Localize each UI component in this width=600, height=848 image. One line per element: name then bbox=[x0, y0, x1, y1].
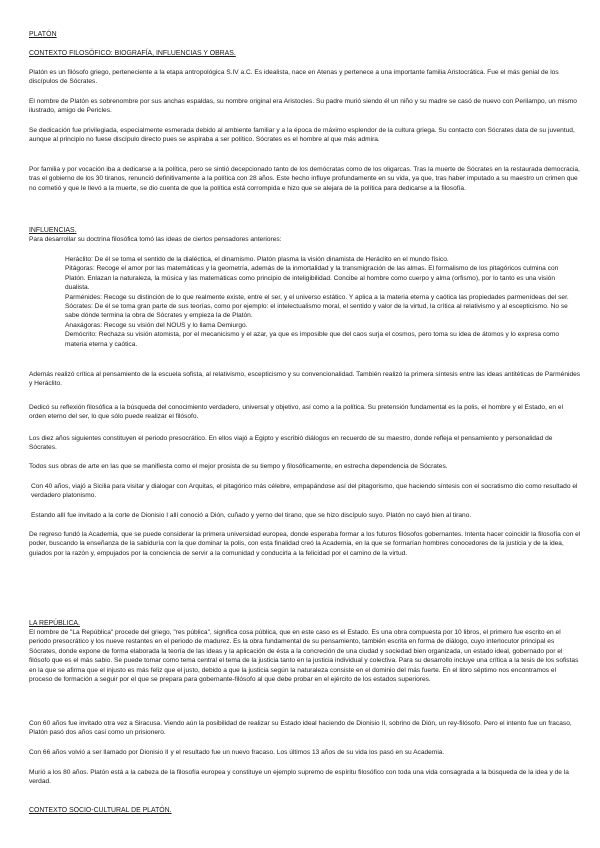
list-item: Demócrito: Rechaza su visión atomista, por el mecanicismo y el azar, ya que es imposible que del caos surja el cosmos, pero toma su idea de átomos y lo expresa como materia eterna y caótica. bbox=[65, 331, 560, 348]
paragraph: Dedicó su reflexión filosófica a la búsqueda del conocimiento verdadero, universal y objetivo, así como a la política. Su pretensión fundamental es la polis, el hombre y el Estado, en el orden eterno del ser, lo que sólo puede realizar el filósofo. bbox=[29, 404, 564, 421]
paragraph: Para desarrollar su doctrina filosófica tomó las ideas de ciertos pensadores anteriores: bbox=[29, 236, 282, 243]
influences-list bbox=[65, 255, 579, 349]
list-item: Heráclito: De él se toma el sentido de la dialéctica, el dinamismo. Platón plasma la visión dinamista de Heráclito en el mundo físico. bbox=[65, 256, 449, 263]
paragraph: Con 60 años fue invitado otra vez a Siracusa. Viendo aún la posibilidad de realizar su Estado ideal haciendo de Dionisio II, sobrino de Dión, un rey-filósofo. Pero el intento fue un fracaso, Platón pasó dos años casi como un prisionero. bbox=[29, 720, 572, 737]
paragraph: Platón es un filósofo griego, perteneciente a la etapa antropológica S.IV a.C. Es idealista, nace en Atenas y pertenece a una importante familia Aristocrática. Fue el más genial de los discípulos de Sócrates. bbox=[29, 69, 559, 86]
paragraph: De regreso fundó la Academia, que se puede considerar la primera universidad europea, donde esperaba formar a los futuros filósofos gobernantes. Intenta hacer coincidir la filosofía con el poder, buscando la enseñanza de la sabiduría con la que dominar la polis, con esta finalidad creó la Academia, en la que se formarían hombres conocedores de la justicia y de la idea, guiados por la razón y, empujados por la conciencia de servir a la comunidad y conducirla a la felicidad por el camino de la virtud. bbox=[29, 531, 581, 557]
list-item: Parménides: Recoge su distinción de lo que realmente existe, entre el ser, y el universo estático. Y aplica a la materia eterna y caótica las propiedades parmenídeas del ser. bbox=[65, 293, 569, 301]
section-heading-la-republica: LA REPÚBLICA. bbox=[29, 620, 80, 627]
paragraph: El nombre de "La República" procede del griego, "res pública", significa cosa pública, que en este caso es el Estado. Es una obra compuesta por 10 libros, el primero fue escrito en el periodo presocrático y los nueve restantes en el periodo de madurez. Es la obra fundamental de su pensamiento, también escrita en forma de diálogo, cuyo interlocutor principal es Sócrates, donde expone de forma elaborada la teoría de las ideas y la aplicación de ésta a la concreción de una ciudad y sociedad bien organizada, un estado ideal, gobernado por el filósofo que es el más sabio. Se puede tomar como tema central el tema de la justicia tanto en la justicia individual y colectiva. Para su desarrollo incluye una crítica a la tesis de los sofistas en la que se afirma que el injusto es más feliz que el justo, debido a que la justicia según la naturaleza consiste en el dominio del más fuerte. En el libro séptimo nos encontramos el proceso de formación a seguir por el que se prepara para gobernante-filósofo al que debe probar en el ejército de los estados superiores. bbox=[29, 629, 579, 684]
paragraph: Se dedicación fue privilegiada, especialmente esmerada debido al ambiente familiar y a la época de máximo esplendor de la cultura griega. Su contacto con Sócrates data de su juventud, aunque al principio no fuese discípulo directo pues se aspiraba a ser político. Sócrates es el hombre al que más admira. bbox=[29, 127, 575, 144]
list-item: Anaxágoras: Recoge su visión del NOUS y lo llama Demiurgo. bbox=[65, 321, 248, 329]
paragraph: Los diez años siguientes constituyen el periodo presocrático. En ellos viajó a Egipto y escribió diálogos en recuerdo de su maestro, donde refleja el pensamiento y personalidad de Sócrates. bbox=[29, 435, 553, 452]
paragraph: Estando allí fue invitado a la corte de Dionisio I allí conoció a Dión, cuñado y yerno del tirano, que se hizo discípulo suyo. Platón no cayó bien al tirano. bbox=[31, 512, 472, 519]
section-heading-influencias: INFLUENCIAS. bbox=[29, 227, 77, 234]
paragraph: El nombre de Platón es sobrenombre por sus anchas espaldas, su nombre original era Aristocles. Su padre murió siendo él un niño y su madre se casó de nuevo con Perilampo, un mismo ilustrado, amigo de Pericles. bbox=[29, 98, 577, 115]
paragraph: Por familia y por vocación iba a dedicarse a la política, pero se sintió decepcionado tanto de los demócratas como de los oligarcas. Tras la muerte de Sócrates en la restaurada democracia, tras el gobierno de los 30 tiranos, renunció definitivamente a la política con 28 años. Este hecho influye profundamente en su vida, ya que, tras haber imputado a su maestro un crimen que no cometió y que le llevó a la muerte, se dio cuenta de que la política está corrompida e hizo que se alejara de la política para dedicarse a la filosofía. bbox=[29, 166, 580, 192]
list-item: Pitágoras: Recoge el amor por las matemáticas y la geometría, además de la inmortalidad y la transmigración de las almas. El formalismo de los pitagóricos culmina con Platón. Enlazan la naturaleza, la música y las matemáticas como principio de inteligibilidad. Concibe al hombre como cuerpo y alma (orfismo), por lo tanto es una visión dualista. bbox=[65, 265, 559, 292]
list-item: Sócrates: De él se toma gran parte de sus teorías, como por ejemplo: el intelectualismo moral, el sentido y valor de la virtud, la crítica al relativismo y al escepticismo. No se sabe dónde termina la obra de Sócrates y empieza la de Platón. bbox=[65, 303, 568, 320]
paragraph: Todos sus obras de arte en las que se manifiesta como el mejor prosista de su tiempo y filosóficamente, en estrecha dependencia de Sócrates. bbox=[29, 463, 448, 470]
paragraph: Con 66 años volvió a ser llamado por Dionisio II y el resultado fue un nuevo fracaso. Los últimos 13 años de su vida los pasó en su Academia. bbox=[29, 749, 445, 756]
paragraph: Con 40 años, viajó a Sicilia para visitar y dialogar con Arquitas, el pitagórico más célebre, empapándose así del pitagorismo, que haciendo síntesis con el socratismo dio como resultado el verdadero platonismo. bbox=[31, 483, 578, 500]
section-heading-contexto-filosofico: CONTEXTO FILOSÓFICO: BIOGRAFÍA, INFLUENCIAS Y OBRAS. bbox=[29, 50, 236, 57]
document-title: PLATÓN bbox=[29, 31, 57, 38]
section-heading-contexto-socio-cultural: CONTEXTO SOCIO-CULTURAL DE PLATÓN. bbox=[29, 807, 172, 814]
paragraph: Además realizó crítica al pensamiento de la escuela sofista, al relativismo, escepticismo y su convencionalidad. También realizó la primera síntesis entre las ideas antitéticas de Parménides y Heráclito. bbox=[29, 371, 581, 388]
paragraph: Murió a los 80 años. Platón está a la cabeza de la filosofía europea y constituye un ejemplo supremo de espíritu filosófico con toda una vida consagrada a la búsqueda de la idea y de la verdad. bbox=[29, 769, 569, 786]
